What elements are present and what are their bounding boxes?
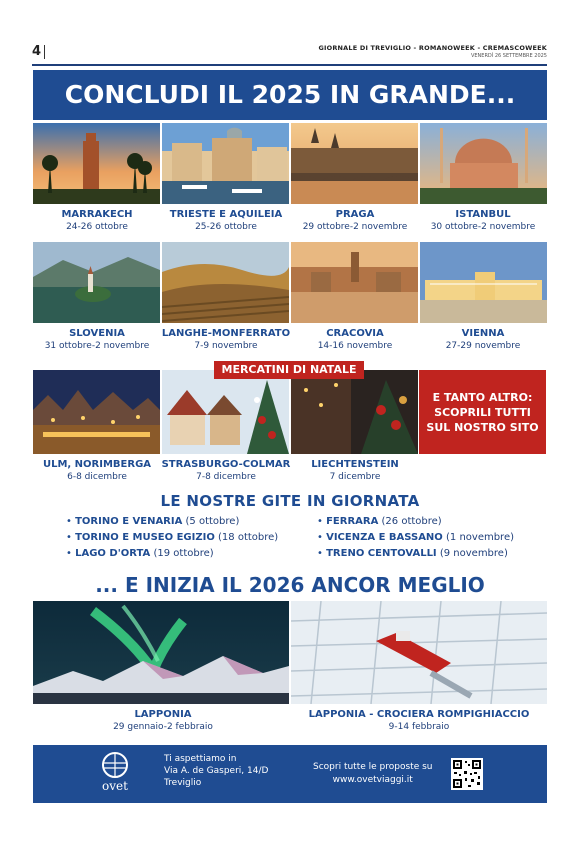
ovet-logo <box>95 750 135 798</box>
trip-name: LAPPONIA - CROCIERA ROMPIGHIACCIO <box>308 709 530 720</box>
page-number: 4 <box>32 44 42 59</box>
trip-dates: 30 ottobre-2 novembre <box>430 222 536 232</box>
trip-dates: 7-8 dicembre <box>196 472 256 482</box>
day-trip-name: VICENZA E BASSANO <box>326 532 443 543</box>
day-trip-item: • TORINO E MUSEO EGIZIO (18 ottobre) <box>66 532 279 543</box>
photo-lapponia-rompighiaccio <box>291 601 547 704</box>
photo-praga <box>291 123 418 204</box>
photo-norimberga <box>33 370 160 454</box>
trip-name: STRASBURGO-COLMAR <box>161 459 291 470</box>
trip-dates: 25-26 ottobre <box>195 222 257 232</box>
day-trip-name: TORINO E MUSEO EGIZIO <box>75 532 215 543</box>
trip-card <box>32 208 162 233</box>
christmas-markets-label: MERCATINI DI NATALE <box>214 361 364 379</box>
day-trips-left-list <box>66 514 278 562</box>
headline-banner <box>33 70 547 120</box>
trip-card <box>304 708 534 733</box>
day-trip-date: (9 novembre) <box>439 548 508 559</box>
trip-card <box>418 208 548 233</box>
day-trips-right-list <box>317 514 514 562</box>
day-trip-name: LAGO D'ORTA <box>75 548 151 559</box>
headline-title: CONCLUDI IL 2025 IN GRANDE... <box>64 80 516 109</box>
photo-cracovia <box>291 242 418 323</box>
address-line: Ti aspettiamo in <box>164 754 237 764</box>
photo-vienna <box>420 242 547 323</box>
more-offers-box[interactable] <box>419 370 546 454</box>
agency-footer <box>33 745 547 803</box>
photo-strasburgo <box>162 370 289 454</box>
day-trip-name: TORINO E VENARIA <box>75 516 183 527</box>
more-offers-line: SCOPRILI TUTTI <box>434 405 531 419</box>
trip-card <box>161 458 291 483</box>
address-line: Treviglio <box>164 778 202 788</box>
trip-name: LANGHE-MONFERRATO <box>161 328 291 339</box>
trip-dates: 14-16 novembre <box>317 341 393 351</box>
issue-date: VENERDÌ 26 SETTEMBRE 2025 <box>470 53 547 59</box>
photo-liechtenstein <box>291 370 418 454</box>
photo-marrakech <box>33 123 160 204</box>
trip-dates: 7 dicembre <box>329 472 381 482</box>
day-trip-date: (5 ottobre) <box>185 516 240 527</box>
trip-dates: 27-29 novembre <box>445 341 521 351</box>
trip-name: VIENNA <box>461 328 505 339</box>
trip-card <box>98 708 228 733</box>
trip-dates: 24-26 ottobre <box>66 222 128 232</box>
section-2026-title: ... E INIZIA IL 2026 ANCOR MEGLIO <box>95 573 485 597</box>
trip-card <box>290 208 420 233</box>
trip-name: MARRAKECH <box>61 209 133 220</box>
trip-name: CRACOVIA <box>326 328 384 339</box>
day-trip-item: • FERRARA (26 ottobre) <box>317 516 442 527</box>
day-trip-item: • LAGO D'ORTA (19 ottobre) <box>66 548 214 559</box>
page-header <box>32 42 547 66</box>
trip-dates: 6-8 dicembre <box>67 472 127 482</box>
trip-card <box>290 327 420 352</box>
day-trip-item: • TRENO CENTOVALLI (9 novembre) <box>317 548 508 559</box>
trip-dates: 7-9 novembre <box>194 341 258 351</box>
newspaper-title: GIORNALE DI TREVIGLIO - ROMANOWEEK - CREMASCOWEEK <box>318 44 547 52</box>
trip-card <box>290 458 420 483</box>
trip-dates: 29 gennaio-2 febbraio <box>113 722 213 732</box>
photo-istanbul <box>420 123 547 204</box>
trip-dates: 9-14 febbraio <box>388 722 450 732</box>
photo-trieste <box>162 123 289 204</box>
day-trip-item: • VICENZA E BASSANO (1 novembre) <box>317 532 515 543</box>
photo-langhe <box>162 242 289 323</box>
trip-name: ISTANBUL <box>455 209 511 220</box>
trip-card <box>418 327 548 352</box>
trip-card <box>32 327 162 352</box>
ovet-logo-text: ovet <box>102 779 128 793</box>
trip-dates: 29 ottobre-2 novembre <box>302 222 408 232</box>
website-cta <box>313 761 432 787</box>
agency-address <box>164 753 268 789</box>
address-line: Via A. de Gasperi, 14/D <box>164 766 269 776</box>
trip-card <box>161 327 291 352</box>
website-link[interactable]: www.ovetviaggi.it <box>332 775 413 785</box>
day-trip-item: • TORINO E VENARIA (5 ottobre) <box>66 516 240 527</box>
day-trip-name: TRENO CENTOVALLI <box>326 548 437 559</box>
cta-text: Scopri tutte le proposte su <box>313 762 433 772</box>
day-trip-date: (26 ottobre) <box>381 516 442 527</box>
page-divider <box>44 45 45 59</box>
photo-lapponia-aurora <box>33 601 289 704</box>
trip-card <box>161 208 291 233</box>
qr-code-icon[interactable] <box>451 758 483 790</box>
day-trip-name: FERRARA <box>326 516 379 527</box>
day-trip-date: (18 ottobre) <box>218 532 279 543</box>
day-trip-date: (1 novembre) <box>446 532 515 543</box>
trip-name: SLOVENIA <box>69 328 125 339</box>
trip-name: ULM, NORIMBERGA <box>42 459 152 470</box>
trip-name: LIECHTENSTEIN <box>311 459 399 470</box>
day-trips-title: LE NOSTRE GITE IN GIORNATA <box>160 492 420 510</box>
photo-slovenia <box>33 242 160 323</box>
more-offers-line: SUL NOSTRO SITO <box>426 420 539 434</box>
more-offers-line: E TANTO ALTRO: <box>432 390 533 404</box>
trip-dates: 31 ottobre-2 novembre <box>44 341 150 351</box>
day-trip-date: (19 ottobre) <box>153 548 214 559</box>
trip-name: PRAGA <box>335 209 375 220</box>
trip-name: TRIESTE E AQUILEIA <box>169 209 283 220</box>
trip-name: LAPPONIA <box>134 709 192 720</box>
trip-card <box>32 458 162 483</box>
